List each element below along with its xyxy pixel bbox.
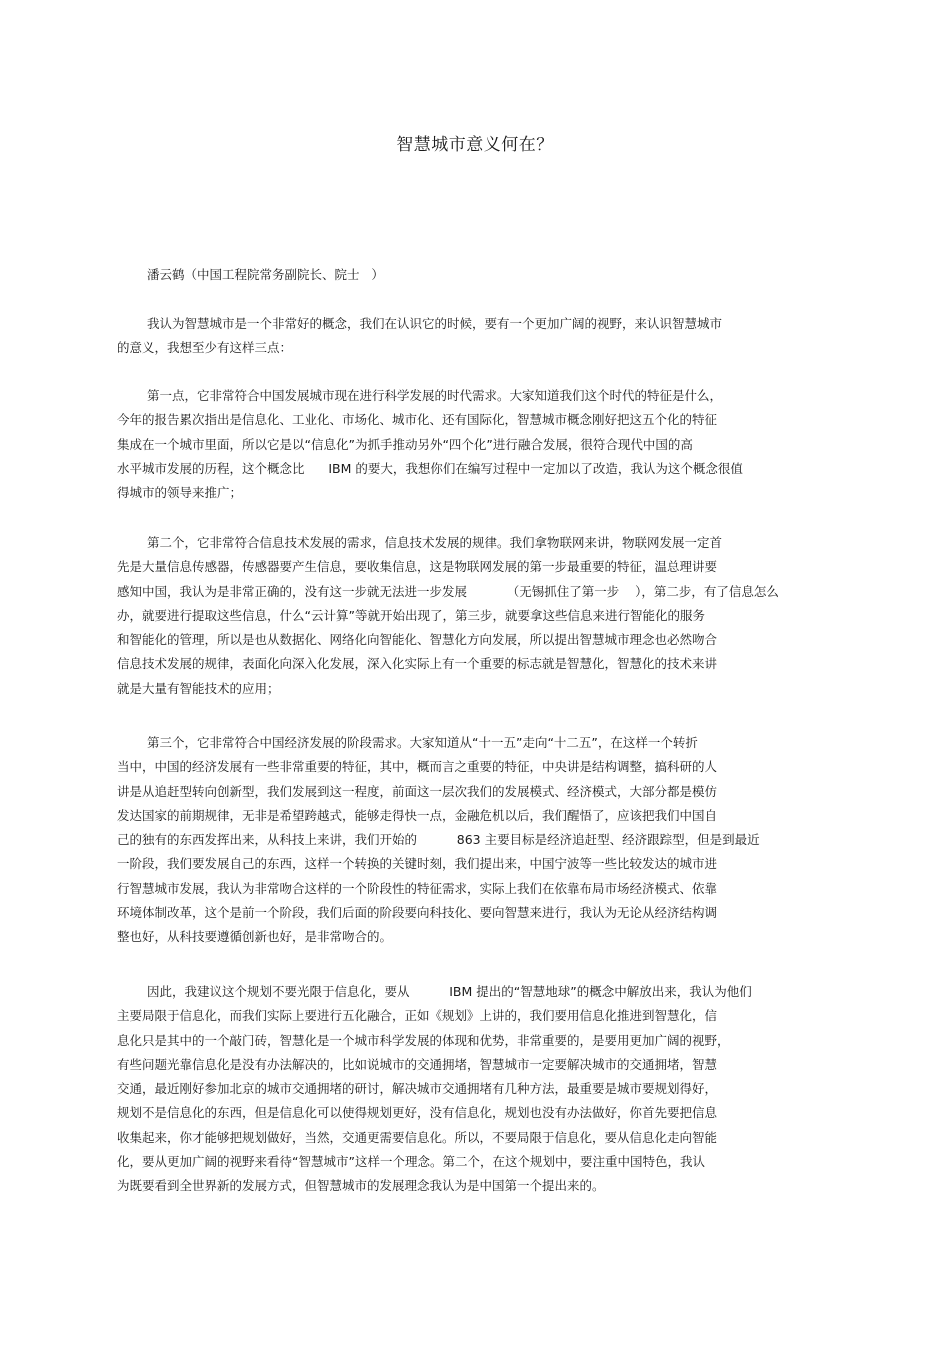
paragraph (117, 384, 743, 505)
paragraph-line: 我认为智慧城市是一个非常好的概念，我们在认识它的时候，要有一个更加广阔的视野，来认识智慧城市 (147, 316, 723, 331)
paragraph-line: 环境体制改革，这个是前一个阶段，我们后面的阶段要向科技化、要向智慧来进行，我认为无论从经济结构调 (117, 905, 718, 921)
paragraph-line: 规划不是信息化的东西，但是信息化可以使得规划更好，没有信息化，规划也没有办法做好，你首先要把信息 (117, 1105, 718, 1121)
paragraph (117, 312, 722, 361)
page-title: 智慧城市意义何在？ (396, 135, 554, 155)
paragraph-line: 和智能化的管理，所以是也从数据化、网络化向智能化、智慧化方向发展，所以提出智慧城市理念也必然吻合 (117, 632, 718, 648)
paragraph-line: 主要局限于信息化，而我们实际上要进行五化融合，正如《规划》上讲的，我们要用信息化推进到智慧化，信 (117, 1008, 718, 1024)
paragraph-line: 的意义，我想至少有这样三点： (117, 340, 293, 356)
paragraph-line: 有些问题光靠信息化是没有办法解决的，比如说城市的交通拥堵，智慧城市一定要解决城市的交通拥堵，智慧 (117, 1056, 718, 1072)
paragraph-line: 一阶段，我们要发展自己的东西，这样一个转换的关键时刻，我们提出来，中国宁波等一些比较发达的城市进 (117, 856, 718, 872)
paragraph-line: 整也好，从科技要遵循创新也好，是非常吻合的。 (117, 929, 393, 945)
paragraph (117, 731, 760, 950)
paragraph-line: 交通，最近刚好参加北京的城市交通拥堵的研讨，解决城市交通拥堵有几种方法，最重要是城市要规划得好， (117, 1081, 718, 1097)
paragraph-line: 办，就要进行提取这些信息，什么“云计算”等就开始出现了，第三步，就要拿这些信息来进行智能化的服务 (117, 607, 705, 623)
paragraph-line: 发达国家的前期规律，无非是希望跨越式，能够走得快一点，金融危机以后，我们醒悟了，应该把我们中国自 (117, 807, 718, 823)
author-line: 潘云鹤（中国工程院常务副院长、院士 ） (147, 267, 384, 282)
paragraph-line: 因此，我建议这个规划不要光限于信息化，要从 IBM 提出的“智慧地球”的概念中解放出来，我认为他们 (147, 984, 752, 999)
paragraph-line: 为既要看到全世界新的发展方式，但智慧城市的发展理念我认为是中国第一个提出来的。 (117, 1178, 605, 1194)
paragraph-line: 第三个，它非常符合中国经济发展的阶段需求。大家知道从“十一五”走向“十二五”，在这样一个转折 (147, 735, 698, 750)
paragraph-line: 第一点，它非常符合中国发展城市现在进行科学发展的时代需求。大家知道我们这个时代的特征是什么， (147, 388, 723, 403)
paragraph-line: 当中，中国的经济发展有一些非常重要的特征，其中，概而言之重要的特征，中央讲是结构调整，搞科研的人 (117, 759, 718, 775)
paragraph (117, 980, 752, 1199)
paragraph-line: 信息技术发展的规律，表面化向深入化发展，深入化实际上有一个重要的标志就是智慧化，智慧化的技术来讲 (117, 656, 718, 672)
paragraph-line: 得城市的领导来推广； (117, 485, 243, 501)
paragraph-line: 化，要从更加广阔的视野来看待“智慧城市”这样一个理念。第二个，在这个规划中，要注重中国特色，我认 (117, 1154, 705, 1170)
paragraph-line: 收集起来，你才能够把规划做好，当然，交通更需要信息化。所以，不要局限于信息化，要从信息化走向智能 (117, 1129, 718, 1145)
paragraph-line: 水平城市发展的历程，这个概念比 IBM 的要大，我想你们在编写过程中一定加以了改造，我认为这个概念很值 (117, 460, 743, 476)
paragraph-line: 息化只是其中的一个敲门砖，智慧化是一个城市科学发展的体现和优势，非常重要的，是要用更加广阔的视野， (117, 1032, 730, 1048)
paragraph-line: 今年的报告累次指出是信息化、工业化、市场化、城市化、还有国际化，智慧城市概念刚好把这五个化的特征 (117, 412, 718, 428)
paragraph-line: 就是大量有智能技术的应用； (117, 680, 280, 696)
paragraph-line: 第二个，它非常符合信息技术发展的需求，信息技术发展的规律。我们拿物联网来讲，物联网发展一定首 (147, 535, 723, 550)
paragraph-line: 先是大量信息传感器，传感器要产生信息，要收集信息，这是物联网发展的第一步最重要的特征，温总理讲要 (117, 559, 718, 575)
paragraph (117, 531, 779, 701)
paragraph-line: 行智慧城市发展，我认为非常吻合这样的一个阶段性的特征需求，实际上我们在依靠布局市场经济模式、依靠 (117, 880, 718, 896)
paragraph-line: 集成在一个城市里面，所以它是以“信息化”为抓手推动另外“四个化”进行融合发展，很符合现代中国的高 (117, 436, 693, 452)
paragraph-line: 感知中国，我认为是非常正确的，没有这一步就无法进一步发展 （无锡抓住了第一步 ），第二步，有了信息怎么 (117, 583, 779, 599)
paragraph-line: 己的独有的东西发挥出来，从科技上来讲，我们开始的 863 主要目标是经济追赶型、经济跟踪型，但是到最近 (117, 832, 760, 848)
paragraph-line: 讲是从追赶型转向创新型，我们发展到这一程度，前面这一层次我们的发展模式、经济模式，大部分都是模仿 (117, 783, 718, 799)
